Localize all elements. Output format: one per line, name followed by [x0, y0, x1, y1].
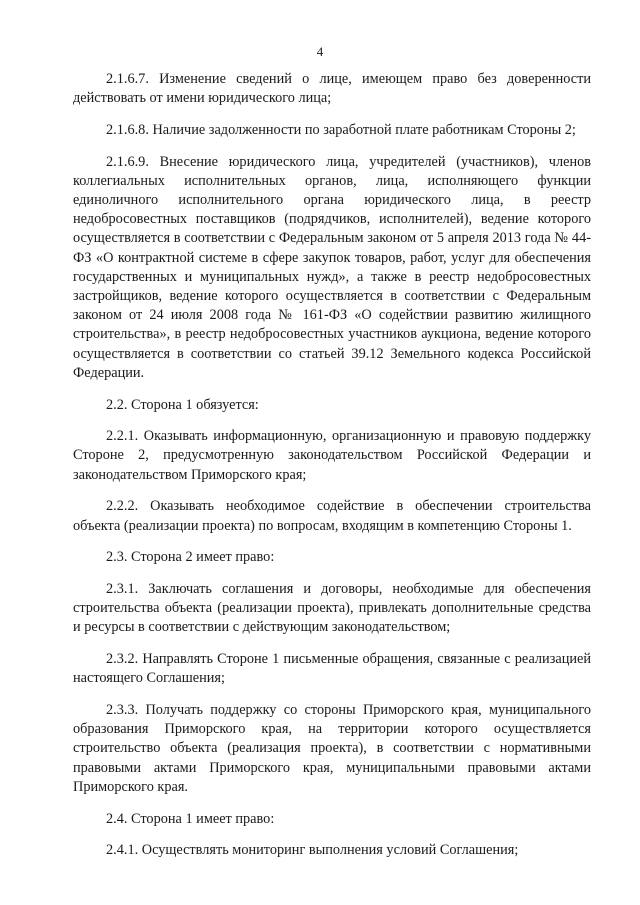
paragraph-2-1-6-8: 2.1.6.8. Наличие задолженности по заработной плате работникам Стороны 2;: [106, 121, 576, 138]
section-2-4-heading: 2.4. Сторона 1 имеет право:: [106, 810, 275, 827]
paragraph-2-2-2: 2.2.2. Оказывать необходимое содействие в обеспечении строительства объекта (реализации проекта) по вопросам, входящим в компетенцию Стороны 1.: [73, 498, 591, 534]
section-2-3-heading: 2.3. Сторона 2 имеет право:: [106, 549, 275, 566]
paragraph-2-1-6-9: 2.1.6.9. Внесение юридического лица, учредителей (участников), членов коллегиальных исполнительных органов, лица, исполняющего функции единоличного исполнительного органа юридического лица, в реестр недобросовестных поставщиков (подрядчиков, исполнителей), ведение которого осуществляется в соответствии с Федеральным законом от 5 апреля 2013 года № 44-ФЗ «О контрактной системе в сфере закупок товаров, работ, услуг для обеспечения государственных и муниципальных нужд», а также в реестр недобросовестных застройщиков, ведение которого осуществляется в соответствии с Федеральным законом от 24 июля 2008 года № 161-ФЗ «О содействии развитию жилищного строительства», в реестр недобросовестных участников аукциона, ведение которого осуществляется в соответствии со статьей 39.12 Земельного кодекса Российской Федерации.: [73, 153, 591, 381]
page-number: 4: [316, 44, 324, 59]
paragraph-2-2-1: 2.2.1. Оказывать информационную, организационную и правовую поддержку Стороне 2, предусмотренную законодательством Российской Федерации и законодательством Приморского края;: [73, 428, 591, 483]
paragraph-2-3-3: 2.3.3. Получать поддержку со стороны Приморского края, муниципального образования Приморского края, на территории которого осуществляется строительство объекта (реализация проекта), в соответствии с нормативными правовыми актами Приморского края, муниципальными правовыми актами Приморского края.: [73, 701, 591, 795]
paragraph-2-3-1: 2.3.1. Заключать соглашения и договоры, необходимые для обеспечения строительства объекта (реализации проекта), привлекать дополнительные средства и ресурсы в соответствии с действующим законодательством;: [73, 580, 591, 636]
section-2-2-heading: 2.2. Сторона 1 обязуется:: [106, 396, 259, 413]
paragraph-2-1-6-7: 2.1.6.7. Изменение сведений о лице, имеющем право без доверенности действовать от имени юридического лица;: [73, 71, 591, 107]
paragraph-2-4-1: 2.4.1. Осуществлять мониторинг выполнения условий Соглашения;: [106, 842, 519, 859]
document-body: [73, 70, 591, 873]
paragraph-2-3-2: 2.3.2. Направлять Стороне 1 письменные обращения, связанные с реализацией настоящего Соглашения;: [73, 651, 591, 687]
